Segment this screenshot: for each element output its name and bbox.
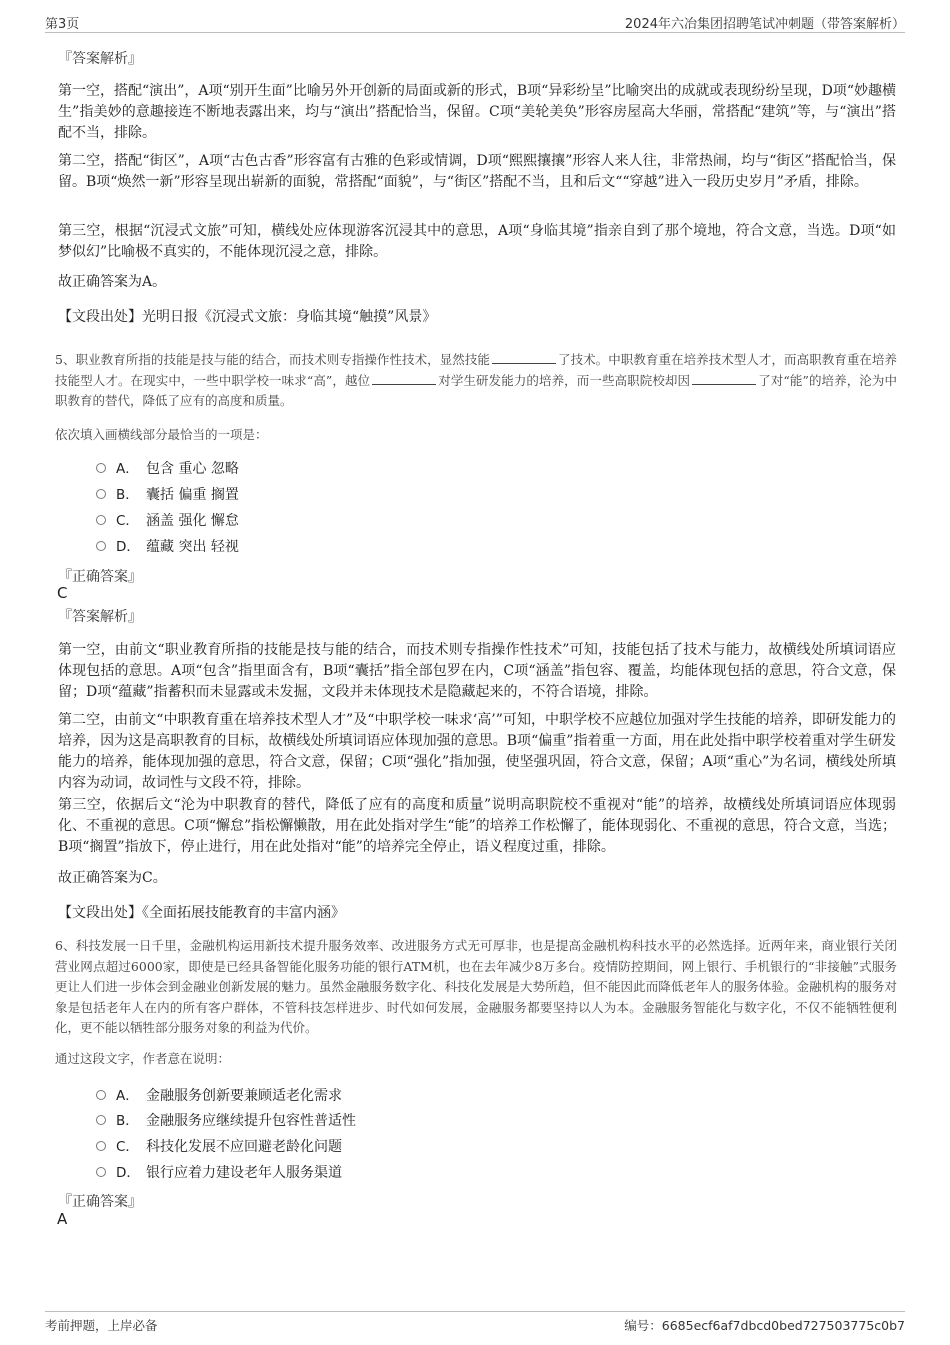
analysis-paragraph: 第二空，由前文“中职教育重在培养技术型人才”及“中职学校一味求‘高’”可知，中职学校不应越位加强对学生技能的培养，即研发能力的培养，因为这是高职教育的目标，故横线处所填词语应体现加强的意思。B项“偏重”指着重一方面，用在此处指中职学校着重对学生研发能力的培养，能体现加强的意思，符合文意，保留；C项“强化”指加强，使坚强巩固，符合文意，保留；A项“重心”为名词，横线处所填内容为动词，故词性与文段不符，排除。 (58, 712, 896, 791)
footer-slogan: 考前押题，上岸必备 (45, 1318, 158, 1333)
answer-conclusion: 故正确答案为A。 (58, 274, 167, 290)
correct-answer-label: 『正确答案』 (58, 569, 142, 585)
radio-button[interactable] (96, 1115, 106, 1125)
source-citation: 【文段出处】光明日报《沉浸式文旅：身临其境“触摸”风景》 (58, 309, 437, 325)
answer-blank (492, 351, 556, 364)
option-c[interactable]: C． 涵盖 强化 懈怠 (96, 510, 239, 532)
option-b[interactable]: B． 金融服务应继续提升包容性普适性 (96, 1110, 356, 1132)
analysis-paragraph: 第二空，搭配“街区”，A项“古色古香”形容富有古雅的色彩或情调，D项“熙熙攘攘”形容人来人往，非常热闹，均与“街区”搭配恰当，保留。B项“焕然一新”形容呈现出崭新的面貌，常搭配“面貌”，与“街区”搭配不当，且和后文““穿越”进入一段历史岁月”矛盾，排除。 (58, 153, 896, 190)
analysis-label: 『答案解析』 (58, 51, 142, 67)
answer-conclusion: 故正确答案为C。 (58, 870, 167, 886)
page-footer (45, 1311, 905, 1336)
question-6-stem: 6、科技发展一日千里，金融机构运用新技术提升服务效率、改进服务方式无可厚非，也是提高金融机构科技水平的必然选择。近两年来，商业银行关闭营业网点超过6000家，即使是已经具备智能化服务功能的银行ATM机，也在去年减少8万多台。疫情防控期间，网上银行、手机银行的“非接触”式服务更让人们进一步体会到金融业创新发展的魅力。虽然金融服务数字化、科技化发展是大势所趋，但不能因此而降低老年人的服务体验。金融机构的服务对象是包括老年人在内的所有客户群体，不管科技怎样进步、时代如何发展，金融服务都要坚持以人为本。金融服务智能化与数字化，不仅不能牺牲便利化，更不能以牺牲部分服务对象的利益为代价。 (55, 938, 897, 1035)
option-a[interactable]: A． 包含 重心 忽略 (96, 458, 239, 480)
analysis-label: 『答案解析』 (58, 609, 142, 625)
analysis-paragraph: 第一空，搭配“演出”，A项“别开生面”比喻另外开创新的局面或新的形式，B项“异彩纷呈”比喻突出的成就或表现纷纷呈现，D项“妙趣横生”指美妙的意趣接连不断地表露出来，均与“演出”搭配恰当，保留。C项“美轮美奂”形容房屋高大华丽，常搭配“建筑”等，与“演出”搭配不当，排除。 (58, 83, 896, 141)
analysis-paragraph: 第一空，由前文“职业教育所指的技能是技与能的结合，而技术则专指操作性技术”可知，技能包括了技术与能力，故横线处所填词语应体现包括的意思。A项“包含”指里面含有，B项“囊括”指全部包罗在内，C项“涵盖”指包容、覆盖，均能体现包括的意思，符合文意，保留；D项“蕴藏”指蓄积而未显露或未发掘，文段并未体现技术是隐藏起来的，不符合语境，排除。 (58, 642, 896, 700)
correct-answer-label: 『正确答案』 (58, 1194, 142, 1210)
question-prompt: 通过这段文字，作者意在说明： (55, 1051, 231, 1066)
page-header (45, 10, 905, 33)
radio-button[interactable] (96, 1090, 106, 1100)
radio-button[interactable] (96, 463, 106, 473)
page-number: 第3页 (45, 17, 80, 32)
radio-button[interactable] (96, 515, 106, 525)
option-d[interactable]: D． 银行应着力建设老年人服务渠道 (96, 1162, 342, 1184)
correct-answer: C (57, 584, 68, 602)
answer-blank (372, 372, 436, 385)
correct-answer: A (57, 1210, 68, 1228)
source-citation: 【文段出处】《全面拓展技能教育的丰富内涵》 (58, 905, 345, 921)
radio-button[interactable] (96, 541, 106, 551)
document-id: 编号：6685ecf6af7dbcd0bed727503775c0b7 (624, 1318, 905, 1333)
option-c[interactable]: C． 科技化发展不应回避老龄化问题 (96, 1136, 342, 1158)
radio-button[interactable] (96, 1141, 106, 1151)
question-5-stem: 5、职业教育所指的技能是技与能的结合，而技术则专指操作性技术，显然技能 了技术。中职教育重在培养技术型人才，而高职教育重在培养技能型人才。在现实中，一些中职学校一味求“高”，越位 对学生研发能力的培养，而一些高职院校却因 了对“能”的培养，沦为中职教育的替代，降低了应有的高度和质量。 (55, 352, 897, 408)
question-prompt: 依次填入画横线部分最恰当的一项是： (55, 427, 268, 442)
option-d[interactable]: D． 蕴藏 突出 轻视 (96, 536, 239, 558)
radio-button[interactable] (96, 489, 106, 499)
answer-blank (692, 372, 756, 385)
analysis-paragraph: 第三空，依据后文“沦为中职教育的替代，降低了应有的高度和质量”说明高职院校不重视对“能”的培养，故横线处所填词语应体现弱化、不重视的意思。C项“懈怠”指松懈懒散，用在此处指对学生“能”的培养工作松懈了，能体现弱化、不重视的意思，符合文意，当选；B项“搁置”指放下，停止进行，用在此处指对“能”的培养完全停止，语义程度过重，排除。 (58, 797, 896, 855)
option-b[interactable]: B． 囊括 偏重 搁置 (96, 484, 239, 506)
option-a[interactable]: A． 金融服务创新要兼顾适老化需求 (96, 1085, 342, 1107)
analysis-paragraph: 第三空，根据“沉浸式文旅”可知，横线处应体现游客沉浸其中的意思，A项“身临其境”指亲自到了那个境地，符合文意，当选。D项“如梦似幻”比喻极不真实的，不能体现沉浸之意，排除。 (58, 223, 896, 260)
radio-button[interactable] (96, 1167, 106, 1177)
document-title: 2024年六冶集团招聘笔试冲刺题（带答案解析） (624, 17, 905, 32)
